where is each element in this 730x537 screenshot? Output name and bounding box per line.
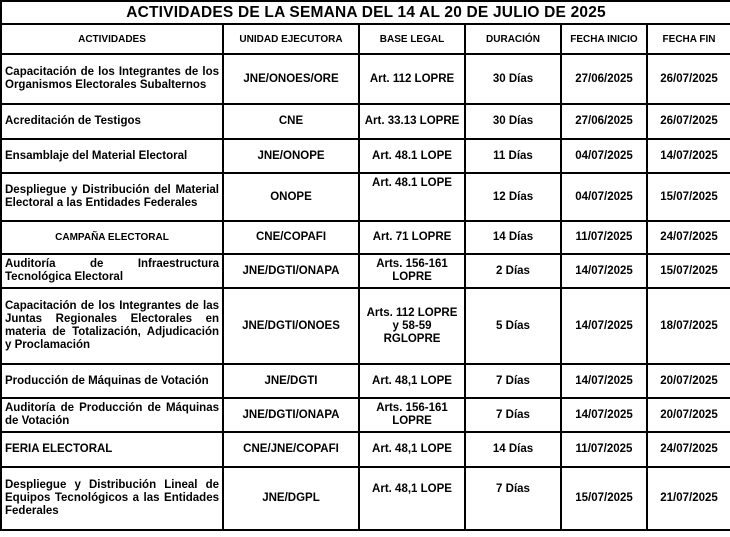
cell-unidad: ONOPE: [223, 173, 359, 221]
cell-base-legal: Art. 48.1 LOPE: [359, 173, 465, 221]
table-row: [1, 221, 730, 254]
cell-duracion: 14 Días: [465, 432, 561, 467]
cell-actividad: Ensamblaje del Material Electoral: [1, 139, 223, 173]
cell-fecha-inicio: 14/07/2025: [561, 398, 647, 432]
cell-fecha-fin: 14/07/2025: [647, 139, 730, 173]
cell-duracion: 7 Días: [465, 467, 561, 530]
cell-fecha-inicio: 27/06/2025: [561, 54, 647, 104]
header-duracion: DURACIÓN: [465, 24, 561, 54]
cell-fecha-inicio: 27/06/2025: [561, 104, 647, 139]
cell-unidad: JNE/DGTI/ONAPA: [223, 254, 359, 288]
table-row: [1, 254, 730, 288]
cell-base-legal: Art. 48,1 LOPE: [359, 432, 465, 467]
cell-actividad: Auditoría de Producción de Máquinas de Votación: [1, 398, 223, 432]
cell-fecha-fin: 24/07/2025: [647, 221, 730, 254]
cell-unidad: JNE/DGTI/ONOES: [223, 288, 359, 364]
header-actividades: ACTIVIDADES: [1, 24, 223, 54]
header-fecha-fin: FECHA FIN: [647, 24, 730, 54]
cell-unidad: CNE/COPAFI: [223, 221, 359, 254]
cell-base-legal: Art. 71 LOPRE: [359, 221, 465, 254]
table-row: [1, 173, 730, 221]
cell-duracion: 30 Días: [465, 104, 561, 139]
cell-fecha-fin: 15/07/2025: [647, 173, 730, 221]
cell-base-legal: Art. 48,1 LOPE: [359, 467, 465, 530]
cell-actividad: Capacitación de los Integrantes de las Juntas Regionales Electorales en materia de Totalización, Adjudicación y Proclamación: [1, 288, 223, 364]
cell-fecha-fin: 20/07/2025: [647, 364, 730, 398]
cell-duracion: 5 Días: [465, 288, 561, 364]
cell-base-legal: Art. 48.1 LOPE: [359, 139, 465, 173]
cell-duracion: 2 Días: [465, 254, 561, 288]
cell-fecha-fin: 26/07/2025: [647, 54, 730, 104]
table-title: ACTIVIDADES DE LA SEMANA DEL 14 AL 20 DE JULIO DE 2025: [1, 1, 730, 24]
cell-fecha-fin: 21/07/2025: [647, 467, 730, 530]
cell-fecha-inicio: 04/07/2025: [561, 139, 647, 173]
cell-fecha-inicio: 14/07/2025: [561, 288, 647, 364]
cell-actividad: Despliegue y Distribución del Material Electoral a las Entidades Federales: [1, 173, 223, 221]
cell-base-legal: Arts. 156-161 LOPRE: [359, 254, 465, 288]
table-row: [1, 54, 730, 104]
cell-fecha-fin: 26/07/2025: [647, 104, 730, 139]
cell-unidad: CNE: [223, 104, 359, 139]
cell-fecha-inicio: 14/07/2025: [561, 254, 647, 288]
cell-fecha-inicio: 11/07/2025: [561, 221, 647, 254]
cell-duracion: 7 Días: [465, 364, 561, 398]
cell-unidad: CNE/JNE/COPAFI: [223, 432, 359, 467]
cell-unidad: JNE/DGTI/ONAPA: [223, 398, 359, 432]
table-row: [1, 364, 730, 398]
cell-actividad: CAMPAÑA ELECTORAL: [1, 221, 223, 254]
header-unidad-ejecutora: UNIDAD EJECUTORA: [223, 24, 359, 54]
table-row: [1, 467, 730, 530]
cell-actividad: Auditoría de Infraestructura Tecnológica Electoral: [1, 254, 223, 288]
header-fecha-inicio: FECHA INICIO: [561, 24, 647, 54]
cell-base-legal: Art. 33.13 LOPRE: [359, 104, 465, 139]
cell-actividad: Capacitación de los Integrantes de los Organismos Electorales Subalternos: [1, 54, 223, 104]
cell-base-legal: Art. 112 LOPRE: [359, 54, 465, 104]
cell-actividad: Producción de Máquinas de Votación: [1, 364, 223, 398]
table-row: [1, 104, 730, 139]
cell-unidad: JNE/ONOPE: [223, 139, 359, 173]
cell-duracion: 12 Días: [465, 173, 561, 221]
cell-fecha-fin: 18/07/2025: [647, 288, 730, 364]
table-row: [1, 398, 730, 432]
cell-duracion: 11 Días: [465, 139, 561, 173]
cell-fecha-fin: 20/07/2025: [647, 398, 730, 432]
cell-duracion: 7 Días: [465, 398, 561, 432]
cell-base-legal: Art. 48,1 LOPE: [359, 364, 465, 398]
cell-fecha-inicio: 14/07/2025: [561, 364, 647, 398]
cell-unidad: JNE/DGTI: [223, 364, 359, 398]
cell-fecha-fin: 15/07/2025: [647, 254, 730, 288]
cell-fecha-inicio: 11/07/2025: [561, 432, 647, 467]
table-row: [1, 139, 730, 173]
cell-fecha-inicio: 15/07/2025: [561, 467, 647, 530]
header-row: [1, 24, 730, 54]
cell-fecha-fin: 24/07/2025: [647, 432, 730, 467]
cell-actividad: Acreditación de Testigos: [1, 104, 223, 139]
cell-fecha-inicio: 04/07/2025: [561, 173, 647, 221]
cell-unidad: JNE/DGPL: [223, 467, 359, 530]
cell-duracion: 30 Días: [465, 54, 561, 104]
cell-actividad: FERIA ELECTORAL: [1, 432, 223, 467]
table-row: [1, 432, 730, 467]
cell-duracion: 14 Días: [465, 221, 561, 254]
cell-actividad: Despliegue y Distribución Lineal de Equipos Tecnológicos a las Entidades Federales: [1, 467, 223, 530]
header-base-legal: BASE LEGAL: [359, 24, 465, 54]
cell-unidad: JNE/ONOES/ORE: [223, 54, 359, 104]
cell-base-legal: Arts. 112 LOPRE y 58-59 RGLOPRE: [359, 288, 465, 364]
table-row: [1, 288, 730, 364]
title-row: [1, 1, 730, 24]
cell-base-legal: Arts. 156-161 LOPRE: [359, 398, 465, 432]
